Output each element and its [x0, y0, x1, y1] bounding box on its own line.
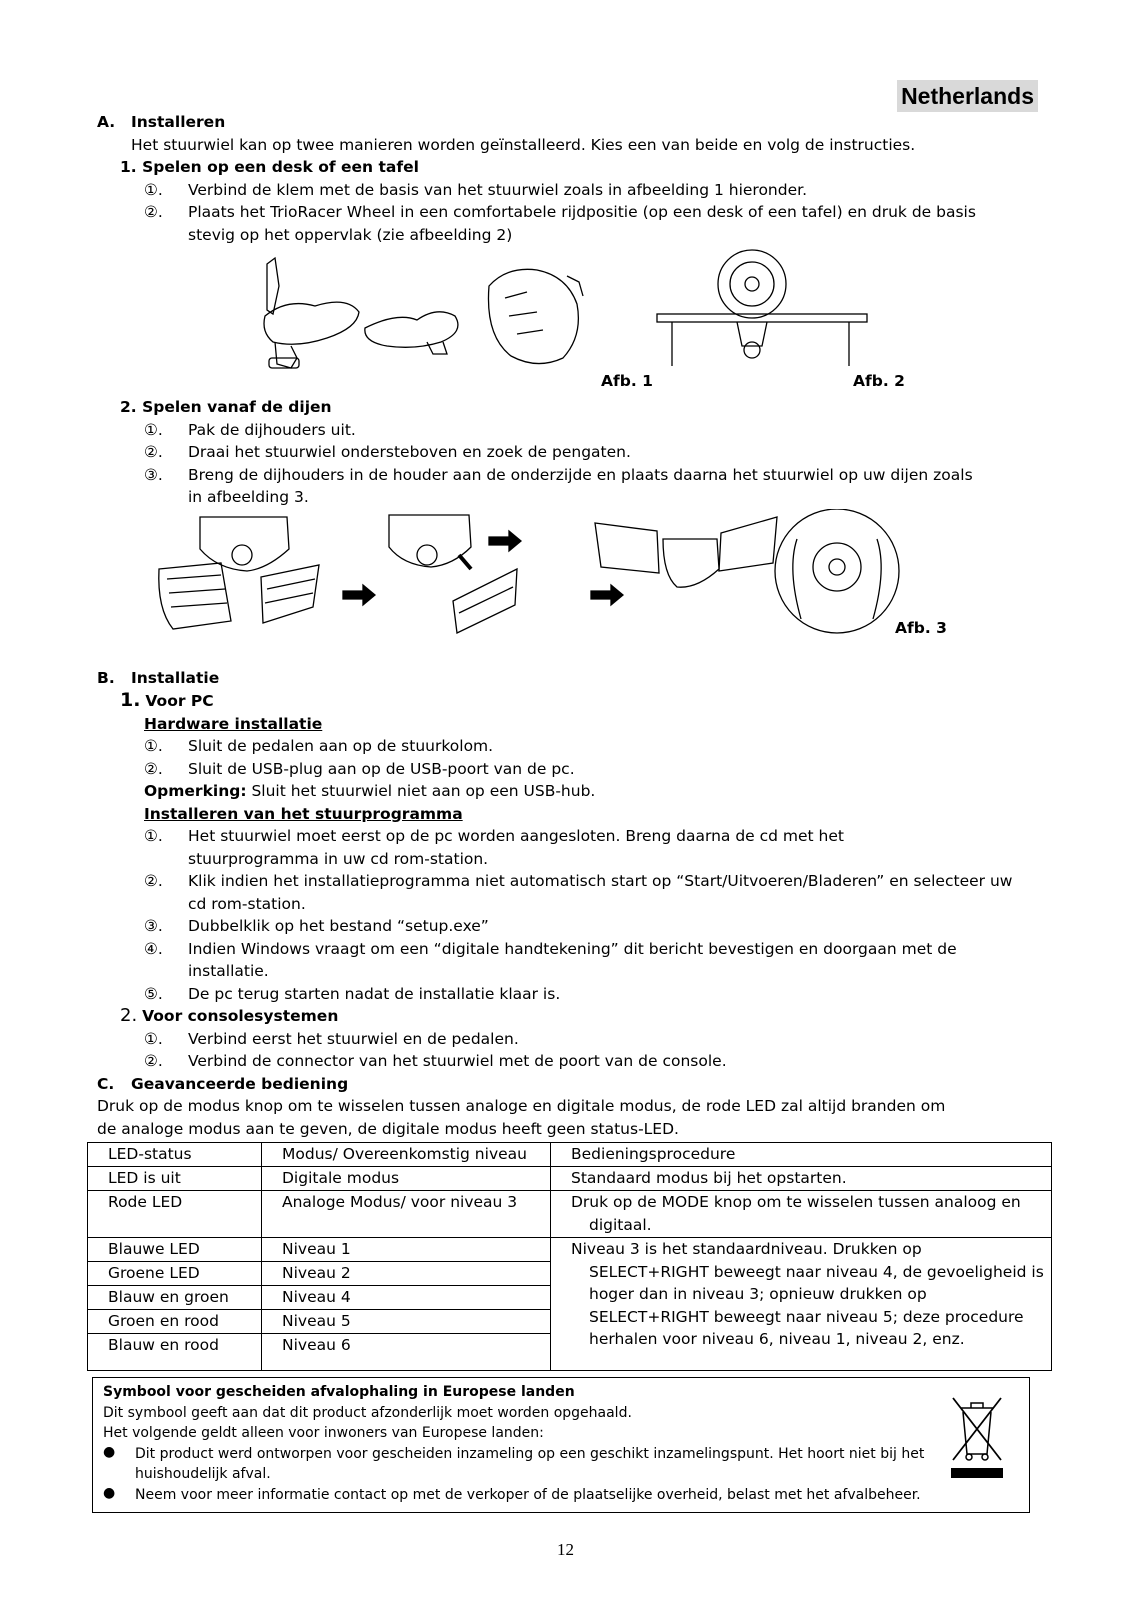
merged-procedure: Niveau 3 is het standaardniveau. Drukken op SELECT+RIGHT beweegt naar niveau 4, de gevoeligheid is hoger dan in niveau 3; opnieuw drukken op SELECT+RIGHT beweegt naar niveau 5; deze procedure herhalen voor niveau 6, niveau 1, niveau 2, enz. [571, 1240, 1044, 1348]
table-row: LED is uit Digitale modus Standaard modus bij het opstarten. [88, 1167, 1052, 1191]
pc-heading: 1. Voor PC [120, 689, 214, 711]
led-status-table [87, 1142, 1052, 1371]
console-list [97, 1028, 1047, 1073]
table-row: Blauwe LED Niveau 1 Niveau 3 is het standaardniveau. Drukken op SELECT+RIGHT beweegt naar niveau 4, de gevoeligheid is hoger dan in niveau 3; opnieuw drukken op SELECT+RIGHT beweegt naar niveau 5; deze procedure herhalen voor niveau 6, niveau 1, niveau 2, enz. [88, 1238, 1052, 1262]
sub2-title: 2. Spelen vanaf de dijen [120, 398, 332, 416]
weee-bullet: ● Neem voor meer informatie contact op met de verkoper of de plaatselijke overheid, belast met het afvalbeheer. [103, 1485, 1019, 1506]
driver-title: Installeren van het stuurprogramma [144, 804, 463, 823]
figure-3-label: Afb. 3 [895, 618, 947, 637]
list-item: ②. Klik indien het installatieprogramma niet automatisch start op “Start/Uitvoeren/Bladeren” en selecteer uw cd rom-station. [144, 872, 1013, 913]
list-item: ①. Pak de dijhouders uit. [144, 420, 356, 439]
list-item: ②. Draai het stuurwiel ondersteboven en zoek de pengaten. [144, 443, 631, 461]
content [97, 111, 1047, 1371]
weee-notice [92, 1377, 1030, 1513]
section-c-intro-1: Druk op de modus knop om te wisselen tussen analoge en digitale modus, de rode LED zal altijd branden om [97, 1097, 946, 1115]
table-header-row [88, 1143, 1052, 1167]
list-item: ②. Plaats het TrioRacer Wheel in een comfortabele rijdpositie (op een desk of een tafel) en druk de basis stevig op het oppervlak (zie afbeelding 2) [144, 203, 976, 244]
list-item: ①. Het stuurwiel moet eerst op de pc worden aangesloten. Breng daarna de cd met het stuurprogramma in uw cd rom-station. [144, 827, 844, 868]
table-row: Groene LED Niveau 2 [88, 1262, 1052, 1286]
table-header: LED-status [88, 1143, 262, 1167]
thigh-holder-illustration [97, 509, 1047, 667]
list-item: ①. Verbind de klem met de basis van het stuurwiel zoals in afbeelding 1 hieronder. [144, 180, 808, 199]
weee-line: Dit symbool geeft aan dat dit product afzonderlijk moet worden opgehaald. [103, 1404, 632, 1421]
figure-1-2 [97, 246, 1047, 396]
page-number: 12 [557, 1540, 574, 1559]
section-c-intro-2: de analoge modus aan te geven, de digitale modus heeft geen status-LED. [97, 1119, 679, 1138]
list-item: ③. Dubbelklik op het bestand “setup.exe” [144, 917, 489, 935]
crossed-bin-icon [947, 1394, 1007, 1480]
list-item: ④. Indien Windows vraagt om een “digitale handtekening” dit bericht bevestigen en doorgaan met de installatie. [144, 939, 957, 980]
console-heading: 2. Voor consolesystemen [120, 1005, 339, 1026]
weee-bullet: ● Dit product werd ontworpen voor gescheiden inzameling op een geschikt inzamelingspunt. Het hoort niet bij het huishoudelijk afval. [103, 1444, 1019, 1485]
table-header: Bedieningsprocedure [551, 1143, 1052, 1167]
list-item: ③. Breng de dijhouders in de houder aan de onderzijde en plaats daarna het stuurwiel op uw dijen zoals in afbeelding 3. [144, 465, 973, 506]
figure-1-label: Afb. 1 [601, 372, 653, 390]
list-item: ⑤. De pc terug starten nadat de installatie klaar is. [144, 984, 561, 1003]
figure-3 [97, 509, 1047, 667]
bullet-icon: ● [103, 1443, 116, 1460]
section-a-intro: Het stuurwiel kan op twee manieren worden geïnstalleerd. Kies een van beide en volg de instructies. [131, 135, 916, 154]
sub2-list [97, 419, 1047, 509]
language-header: Netherlands [897, 80, 1038, 112]
list-item: ②. Verbind de connector van het stuurwiel met de poort van de console. [144, 1052, 727, 1070]
pc-block [97, 713, 1047, 1006]
section-a-heading: A. Installeren [97, 113, 226, 131]
hardware-title: Hardware installatie [144, 714, 323, 733]
weee-line: Het volgende geldt alleen voor inwoners van Europese landen: [103, 1425, 544, 1441]
table-row: Groen en rood Niveau 5 [88, 1310, 1052, 1334]
table-row: Blauw en groen Niveau 4 [88, 1286, 1052, 1310]
table-row: Rode LED Analoge Modus/ voor niveau 3 Druk op de MODE knop om te wisselen tussen analoog en digitaal. [88, 1191, 1052, 1238]
figure-2-label: Afb. 2 [853, 372, 905, 390]
list-item: ①. Sluit de pedalen aan op de stuurkolom. [144, 737, 494, 755]
section-b-heading: B. Installatie [97, 668, 220, 687]
sub1-list [97, 179, 1047, 247]
table-row: Blauw en rood Niveau 6 [88, 1334, 1052, 1371]
bullet-icon: ● [103, 1484, 116, 1501]
sub1-title: 1. Spelen op een desk of een tafel [120, 158, 419, 176]
section-c-heading: C. Geavanceerde bediening [97, 1074, 349, 1093]
note: Opmerking: Sluit het stuurwiel niet aan op een USB-hub. [144, 782, 596, 800]
list-item: ②. Sluit de USB-plug aan op de USB-poort van de pc. [144, 759, 575, 778]
list-item: ①. Verbind eerst het stuurwiel en de pedalen. [144, 1029, 519, 1048]
weee-title: Symbool voor gescheiden afvalophaling in Europese landen [103, 1384, 575, 1400]
table-header: Modus/ Overeenkomstig niveau [262, 1143, 551, 1167]
